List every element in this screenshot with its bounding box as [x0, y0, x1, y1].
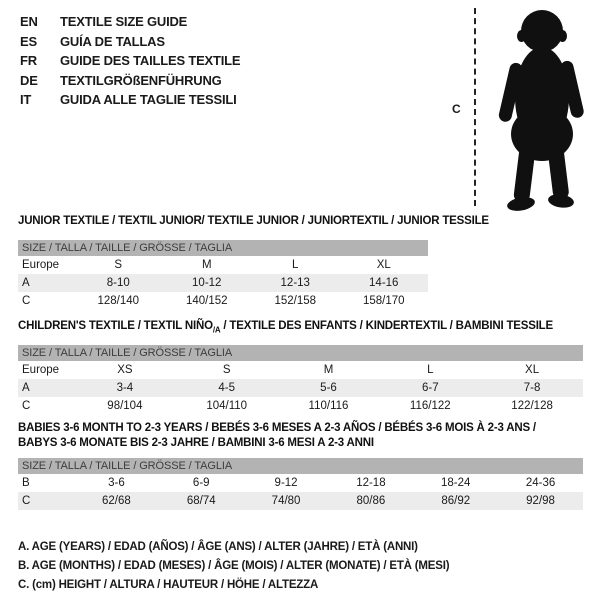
- height-cell: 86/92: [441, 495, 471, 507]
- row-label: A: [22, 382, 30, 394]
- age-cell: 8-10: [106, 277, 130, 289]
- table-row-europe: [18, 256, 428, 274]
- size-cell: S: [114, 259, 123, 271]
- language-label: TEXTILGRÖßENFÜHRUNG: [60, 72, 222, 88]
- footnote-height: C. (cm) HEIGHT / ALTURA / HAUTEUR / HÖHE / ALTEZZA: [18, 579, 319, 591]
- language-row-en: [20, 12, 240, 32]
- language-label: TEXTILE SIZE GUIDE: [60, 14, 188, 30]
- language-code: DE: [20, 72, 38, 88]
- children-title-main: CHILDREN'S TEXTILE / TEXTIL NIÑO: [18, 320, 213, 332]
- language-row-es: [20, 32, 240, 52]
- height-cell: 62/68: [102, 495, 131, 507]
- babies-table: [18, 458, 583, 510]
- height-cell: 116/122: [409, 400, 451, 412]
- height-cell: 110/116: [308, 400, 349, 412]
- row-label: A: [22, 277, 30, 289]
- size-cell: L: [427, 364, 434, 376]
- months-cell: 24-36: [525, 477, 556, 489]
- footnote-age-months: B. AGE (MONTHS) / EDAD (MESES) / ÂGE (MOIS) / ALTER (MONATE) / ETÀ (MESI): [18, 560, 450, 572]
- language-code: EN: [20, 14, 38, 30]
- language-code: ES: [20, 33, 37, 49]
- age-cell: 10-12: [192, 277, 222, 289]
- height-cell: 122/128: [511, 400, 553, 412]
- babies-table-title-line2: BABYS 3-6 MONATE BIS 2-3 JAHRE / BAMBINI 3-6 MESI A 2-3 ANNI: [18, 437, 374, 449]
- age-cell: 4-5: [218, 382, 235, 394]
- height-figure: [440, 0, 600, 220]
- children-table: [18, 345, 583, 415]
- months-cell: 6-9: [192, 477, 210, 489]
- table-row-age: [18, 274, 428, 292]
- table-row-months: [18, 474, 583, 492]
- language-row-de: [20, 71, 240, 91]
- height-measure-line: [474, 8, 476, 206]
- months-cell: 3-6: [108, 477, 125, 489]
- height-cell: 140/152: [185, 295, 228, 307]
- size-header-band: SIZE / TALLA / TAILLE / GRÖSSE / TAGLIA: [18, 240, 428, 256]
- size-cell: S: [222, 364, 231, 376]
- language-list: [20, 12, 240, 110]
- toddler-silhouette-icon: [484, 5, 596, 215]
- size-cell: M: [323, 364, 334, 376]
- language-row-it: [20, 90, 240, 110]
- size-header-band: SIZE / TALLA / TAILLE / GRÖSSE / TAGLIA: [18, 345, 583, 361]
- babies-table-title-line1: BABIES 3-6 MONTH TO 2-3 YEARS / BEBÉS 3-6 MESES A 2-3 AÑOS / BÉBÉS 3-6 MOIS À 2-3 ANS /: [18, 422, 536, 434]
- height-cell: 80/86: [356, 495, 386, 507]
- children-title-sub: /A: [212, 325, 221, 335]
- age-cell: 6-7: [421, 382, 439, 394]
- table-row-height: [18, 492, 583, 510]
- height-cell: 128/140: [97, 295, 140, 307]
- months-cell: 12-18: [356, 477, 386, 489]
- children-title-rest: / TEXTILE DES ENFANTS / KINDERTEXTIL / BAMBINI TESSILE: [220, 320, 553, 332]
- row-label: Europe: [22, 259, 60, 271]
- row-label: B: [22, 477, 30, 489]
- table-row-height: [18, 397, 583, 415]
- height-cell: 104/110: [206, 400, 248, 412]
- age-cell: 5-6: [320, 382, 337, 394]
- children-table-title: [18, 320, 553, 334]
- months-cell: 9-12: [274, 477, 298, 489]
- table-row-age: [18, 379, 583, 397]
- height-cell: 158/170: [362, 295, 405, 307]
- table-row-height: [18, 292, 428, 310]
- row-label: C: [22, 495, 31, 507]
- row-label: C: [22, 295, 31, 307]
- size-cell: M: [201, 259, 212, 271]
- junior-table: [18, 240, 428, 310]
- age-cell: 14-16: [369, 277, 399, 289]
- language-code: IT: [20, 92, 32, 108]
- size-header-band: SIZE / TALLA / TAILLE / GRÖSSE / TAGLIA: [18, 458, 583, 474]
- height-cell: 152/158: [274, 295, 317, 307]
- months-cell: 18-24: [441, 477, 471, 489]
- age-cell: 3-4: [116, 382, 134, 394]
- size-cell: XL: [525, 364, 540, 376]
- language-code: FR: [20, 53, 37, 69]
- height-cell: 68/74: [186, 495, 216, 507]
- language-label: GUIDE DES TAILLES TEXTILE: [60, 53, 241, 69]
- height-cell: 92/98: [526, 495, 555, 507]
- table-row-europe: [18, 361, 583, 379]
- row-label: C: [22, 400, 31, 412]
- size-cell: XS: [117, 364, 133, 376]
- height-cell: 74/80: [271, 495, 301, 507]
- language-row-fr: [20, 51, 240, 71]
- junior-table-title: JUNIOR TEXTILE / TEXTIL JUNIOR/ TEXTILE JUNIOR / JUNIORTEXTIL / JUNIOR TESSILE: [18, 215, 489, 227]
- height-cell: 98/104: [107, 400, 143, 412]
- footnotes: [18, 538, 449, 595]
- row-label: Europe: [22, 364, 60, 376]
- height-measure-label: C: [452, 102, 461, 116]
- size-cell: L: [292, 259, 299, 271]
- language-label: GUÍA DE TALLAS: [60, 33, 165, 49]
- age-cell: 12-13: [280, 277, 310, 289]
- age-cell: 7-8: [523, 382, 541, 394]
- size-cell: XL: [376, 259, 391, 271]
- footnote-age-years: A. AGE (YEARS) / EDAD (AÑOS) / ÂGE (ANS) / ALTER (JAHRE) / ETÀ (ANNI): [18, 541, 418, 553]
- language-label: GUIDA ALLE TAGLIE TESSILI: [60, 92, 237, 108]
